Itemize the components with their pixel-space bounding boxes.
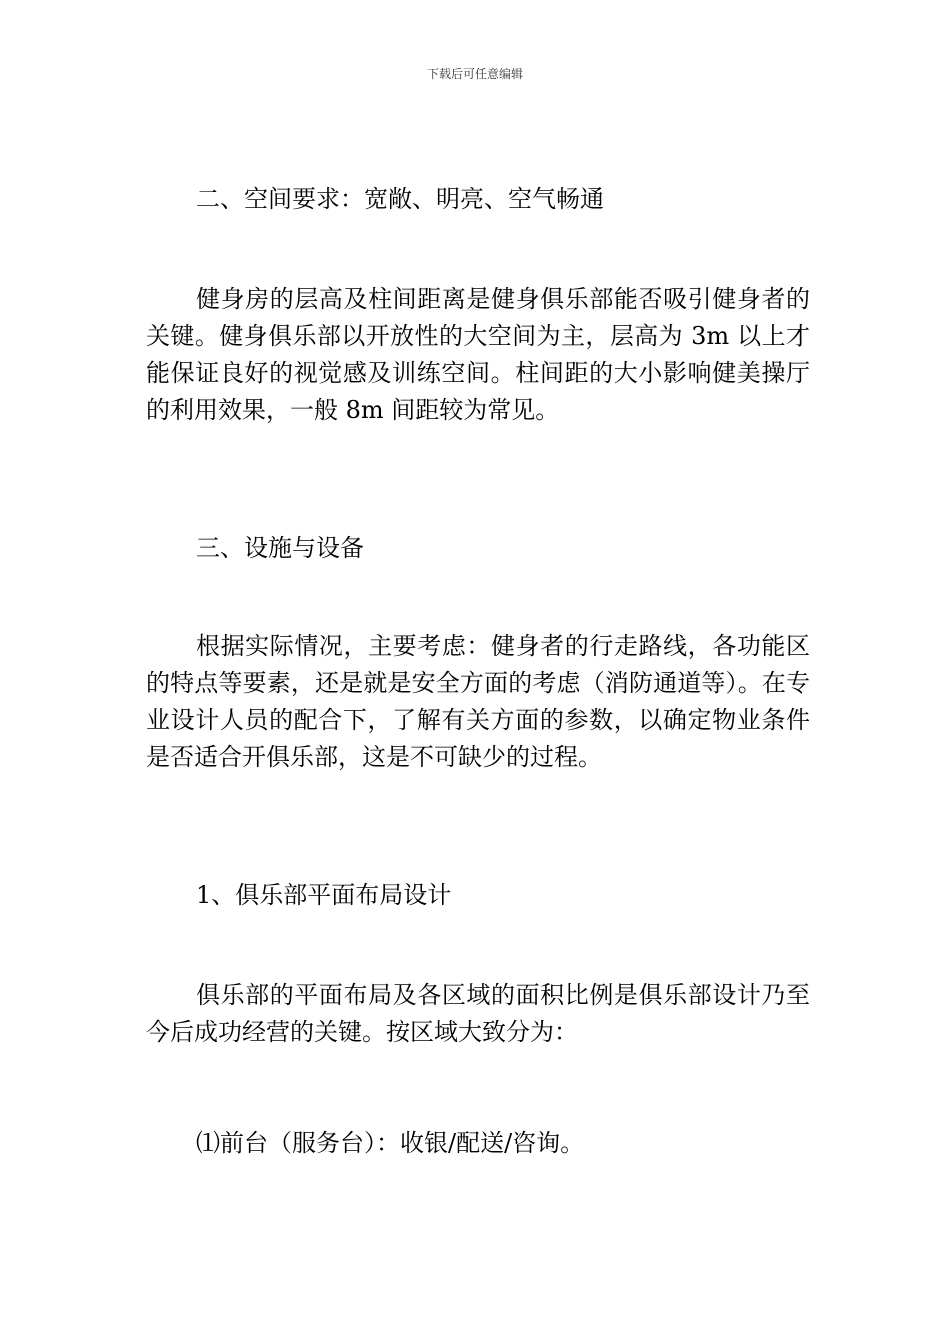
section-heading-floor-plan: 1、俱乐部平面布局设计 — [196, 881, 452, 909]
page-header: 下载后可任意编辑 — [426, 67, 523, 81]
paragraph-space-requirements: 健身房的层高及柱间距离是健身俱乐部能否吸引健身者的关键。健身俱乐部以开放性的大空间为主，层高为 3m 以上才能保证良好的视觉感及训练空间。柱间距的大小影响健美操厅的利用效果，一般 8m 间距较为常见。 — [146, 285, 810, 424]
paragraph-facilities: 根据实际情况，主要考虑：健身者的行走路线，各功能区的特点等要素，还是就是安全方面的考虑（消防通道等）。在专业设计人员的配合下，了解有关方面的参数，以确定物业条件是否适合开俱乐部，这是不可缺少的过程。 — [146, 632, 810, 771]
section-heading-space-requirements: 二、空间要求：宽敞、明亮、空气畅通 — [196, 185, 604, 213]
list-item-front-desk: ⑴前台（服务台）：收银/配送/咨询。 — [196, 1129, 585, 1157]
section-heading-facilities: 三、设施与设备 — [196, 534, 364, 562]
paragraph-floor-plan: 俱乐部的平面布局及各区域的面积比例是俱乐部设计乃至今后成功经营的关键。按区域大致分为： — [146, 981, 810, 1046]
